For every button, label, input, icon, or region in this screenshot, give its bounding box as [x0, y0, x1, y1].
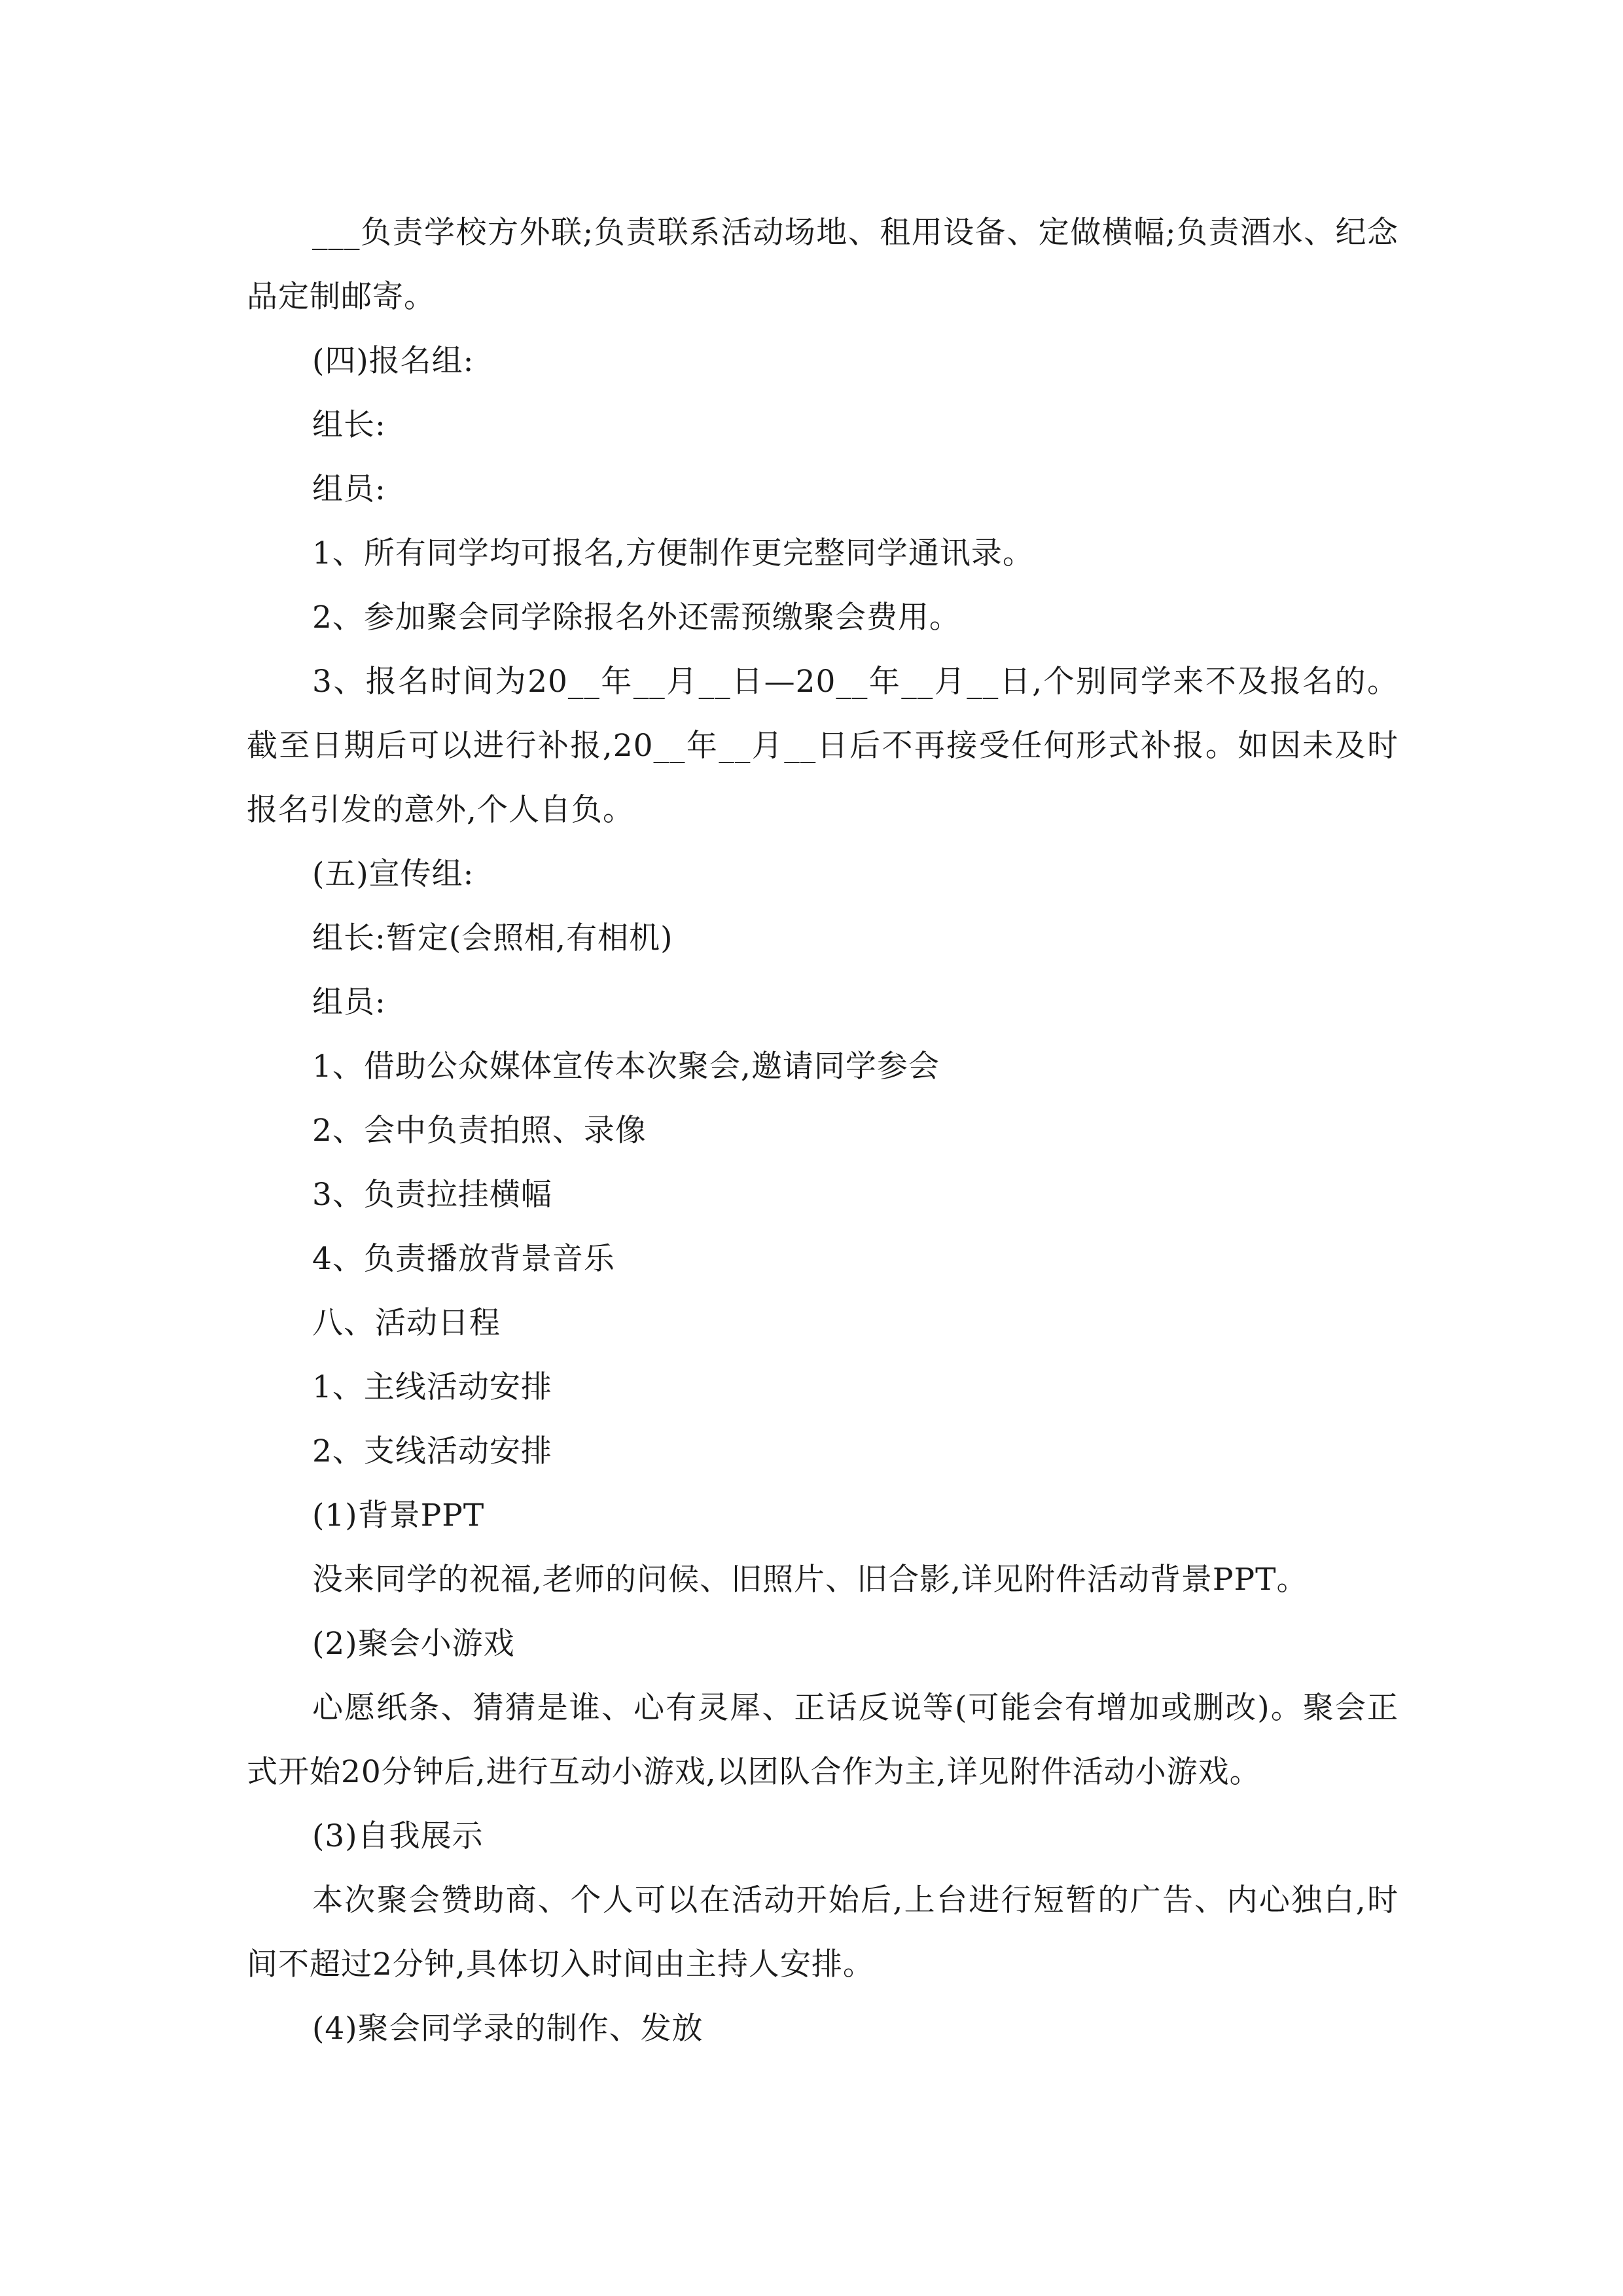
- publicity-group-leader: 组长:暂定(会照相,有相机): [312, 920, 673, 956]
- publicity-item-3: 3、负责拉挂横幅: [312, 1177, 552, 1213]
- registration-item-3: 3、报名时间为20__年__月__日—20__年__月__日,个别同学来不及报名的。截至日期后可以进行补报,20__年__月__日后不再接受任何形式补报。如因未及时报名引发的意外,个人自负。: [247, 664, 1399, 828]
- publicity-item-4: 4、负责播放背景音乐: [312, 1241, 615, 1277]
- paragraph-background-ppt: 没来同学的祝福,老师的问候、旧照片、旧合影,详见附件活动背景PPT。: [312, 1562, 1308, 1598]
- subheading-classmate-record: (4)聚会同学录的制作、发放: [312, 2011, 704, 2047]
- subheading-background-ppt: (1)背景PPT: [312, 1498, 485, 1534]
- paragraph-external-relations: ___负责学校方外联;负责联系活动场地、租用设备、定做横幅;负责酒水、纪念品定制邮寄。: [247, 215, 1399, 315]
- publicity-group-members: 组员:: [312, 984, 386, 1020]
- paragraph-self-presentation: 本次聚会赞助商、个人可以在活动开始后,上台进行短暂的广告、内心独白,时间不超过2分钟,具体切入时间由主持人安排。: [247, 1882, 1399, 1982]
- heading-publicity-group: (五)宣传组:: [312, 856, 474, 892]
- registration-group-leader: 组长:: [312, 407, 386, 443]
- registration-item-2: 2、参加聚会同学除报名外还需预缴聚会费用。: [312, 600, 961, 636]
- publicity-item-1: 1、借助公众媒体宣传本次聚会,邀请同学参会: [312, 1049, 940, 1085]
- document-page: [247, 201, 1399, 2061]
- heading-registration-group: (四)报名组:: [312, 343, 474, 379]
- subheading-self-presentation: (3)自我展示: [312, 1818, 484, 1854]
- publicity-item-2: 2、会中负责拍照、录像: [312, 1113, 647, 1149]
- paragraph-party-games: 心愿纸条、猜猜是谁、心有灵犀、正话反说等(可能会有增加或删改)。聚会正式开始20分钟后,进行互动小游戏,以团队合作为主,详见附件活动小游戏。: [247, 1690, 1399, 1790]
- registration-group-members: 组员:: [312, 471, 386, 507]
- schedule-item-main: 1、主线活动安排: [312, 1369, 552, 1405]
- subheading-party-games: (2)聚会小游戏: [312, 1626, 515, 1662]
- heading-activity-schedule: 八、活动日程: [312, 1305, 501, 1341]
- registration-item-1: 1、所有同学均可报名,方便制作更完整同学通讯录。: [312, 535, 1034, 571]
- schedule-item-side: 2、支线活动安排: [312, 1433, 552, 1469]
